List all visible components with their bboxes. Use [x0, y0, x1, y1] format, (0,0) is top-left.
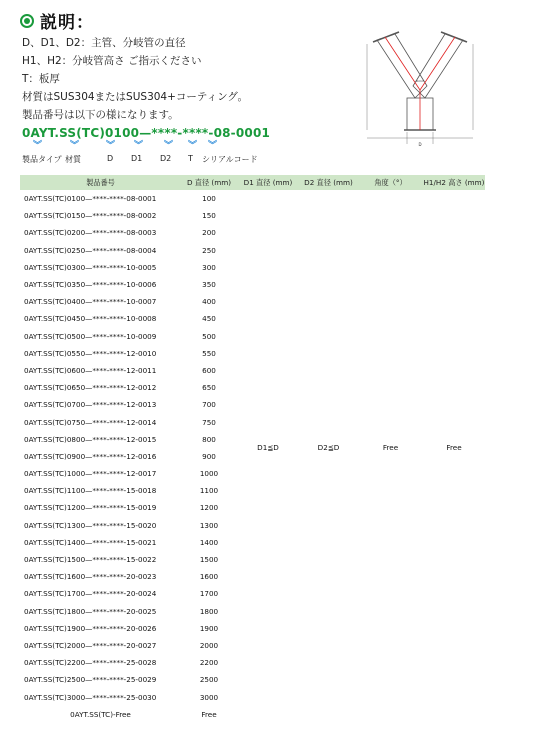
chevron-down-icon: ︾ [70, 141, 80, 151]
header-part-number: 製品番号 [20, 175, 181, 190]
left-branch-centerline [385, 37, 420, 90]
empty-cell [423, 706, 485, 723]
empty-cell [358, 706, 423, 723]
header-angle: 角度（°） [358, 175, 423, 190]
table-body [20, 190, 485, 723]
part-number-cell: 0AYT.SS(TC)0400—****-****-10-0007 [24, 297, 157, 307]
part-number-legend [0, 154, 300, 166]
diameter-cell: 600 [202, 365, 216, 375]
diameter-cell: 550 [202, 348, 216, 358]
chevron-down-icon: ︾ [188, 141, 198, 151]
part-number-cell: 0AYT.SS(TC)1300—****-****-15-0020 [24, 520, 157, 530]
part-number-cell: 0AYT.SS(TC)0500—****-****-10-0009 [24, 331, 157, 341]
table-row [20, 190, 485, 207]
d2-merged-cell: D2≦D [317, 443, 340, 453]
description-line: T：板厚 [22, 73, 60, 85]
diameter-cell: 1700 [199, 589, 219, 599]
part-number-cell: 0AYT.SS(TC)1200—****-****-15-0019 [24, 503, 157, 513]
part-number-cell: 0AYT.SS(TC)1700—****-****-20-0024 [24, 589, 157, 599]
part-number-cell: 0AYT.SS(TC)2500—****-****-25-0029 [24, 675, 157, 685]
legend-serial-code: シリアルコード [202, 155, 258, 164]
part-number-format: 0AYT.SS(TC)0100—****-****-08-0001 [22, 126, 271, 140]
part-number-cell: 0AYT.SS(TC)0300—****-****-10-0005 [24, 262, 157, 272]
part-number-cell: 0AYT.SS(TC)0700—****-****-12-0013 [24, 400, 157, 410]
description-line: H1、H2：分岐管高さ ご指示ください [22, 55, 202, 67]
part-number-cell: 0AYT.SS(TC)1900—****-****-20-0026 [24, 623, 157, 633]
right-branch-centerline [420, 37, 455, 90]
part-number-cell: 0AYT.SS(TC)1600—****-****-20-0023 [24, 572, 157, 582]
legend-t: T [188, 154, 193, 163]
diameter-cell: 250 [202, 245, 216, 255]
diameter-cell: 150 [202, 211, 216, 221]
part-number-cell: 0AYT.SS(TC)2200—****-****-25-0028 [24, 658, 157, 668]
header-d: D 直径 (mm) [181, 175, 237, 190]
part-number-cell: 0AYT.SS(TC)1800—****-****-20-0025 [24, 606, 157, 616]
product-table [20, 175, 485, 723]
part-number-cell: 0AYT.SS(TC)1400—****-****-15-0021 [24, 537, 157, 547]
part-number-cell: 0AYT.SS(TC)1500—****-****-15-0022 [24, 555, 157, 565]
diameter-cell: 1200 [199, 503, 219, 513]
part-number-cell: 0AYT.SS(TC)1100—****-****-15-0018 [24, 486, 157, 496]
empty-cell [299, 706, 358, 723]
part-number-cell: 0AYT.SS(TC)0200—****-****-08-0003 [24, 228, 157, 238]
diameter-cell: 1800 [199, 606, 219, 616]
diameter-cell: 1600 [199, 572, 219, 582]
diameter-cell: 2000 [199, 640, 219, 650]
chevron-down-icon: ︾ [208, 141, 218, 151]
legend-product-type: 製品タイプ [22, 155, 62, 164]
part-number-cell: 0AYT.SS(TC)3000—****-****-25-0030 [24, 692, 157, 702]
chevron-down-icon: ︾ [33, 141, 43, 151]
diameter-cell: 1300 [199, 520, 219, 530]
diameter-cell: 650 [202, 383, 216, 393]
diameter-cell: 500 [202, 331, 216, 341]
d1-merged-cell: D1≦D [257, 443, 279, 453]
empty-cell [237, 706, 299, 723]
chevron-down-icon: ︾ [164, 141, 174, 151]
diameter-cell: 1400 [199, 537, 219, 547]
diameter-cell: 800 [202, 434, 216, 444]
header-height: H1/H2 高さ (mm) [423, 175, 485, 190]
section-title: 説明： [40, 13, 94, 33]
diameter-cell: 700 [202, 400, 216, 410]
chevron-down-icon: ︾ [134, 141, 144, 151]
part-number-cell: 0AYT.SS(TC)0150—****-****-08-0002 [24, 211, 157, 221]
diameter-cell: 1100 [199, 486, 219, 496]
legend-d: D [107, 154, 114, 163]
left-branch-shape [377, 34, 427, 98]
diameter-cell: 100 [202, 194, 216, 204]
description-line: 材質はSUS304またはSUS304+コーティング。 [22, 91, 248, 103]
part-number-cell: 0AYT.SS(TC)0550—****-****-12-0010 [24, 348, 157, 358]
diameter-cell: 200 [202, 228, 216, 238]
table-row [20, 706, 485, 723]
part-number-cell: 0AYT.SS(TC)2000—****-****-20-0027 [24, 640, 157, 650]
part-number-cell: 0AYT.SS(TC)1000—****-****-12-0017 [24, 469, 157, 479]
radio-bullet-icon [20, 14, 34, 28]
diameter-cell: 2500 [199, 675, 219, 685]
diagram-inner-label: Dmm [415, 79, 425, 83]
diameter-cell: 350 [202, 280, 216, 290]
part-number-cell: 0AYT.SS(TC)0350—****-****-10-0006 [24, 280, 157, 290]
y-pipe-diagram [355, 20, 485, 150]
diameter-cell: 900 [202, 451, 216, 461]
description-block [22, 34, 248, 124]
description-line: D、D1、D2：主管、分岐管の直径 [22, 37, 186, 49]
diameter-cell: 450 [202, 314, 216, 324]
diameter-cell: 750 [202, 417, 216, 427]
diameter-cell: Free [201, 709, 217, 719]
part-number-cell: 0AYT.SS(TC)0800—****-****-12-0015 [24, 434, 157, 444]
diameter-cell: 1500 [199, 555, 219, 565]
header-d2: D2 直径 (mm) [299, 175, 358, 190]
diameter-cell: 2200 [199, 658, 219, 668]
diameter-cell: 400 [202, 297, 216, 307]
legend-d2: D2 [160, 154, 172, 163]
part-number-cell: 0AYT.SS(TC)0100—****-****-08-0001 [24, 194, 157, 204]
part-number-cell: 0AYT.SS(TC)0750—****-****-12-0014 [24, 417, 157, 427]
header-d1: D1 直径 (mm) [237, 175, 299, 190]
diagram-dimension-label: D [418, 142, 422, 147]
description-line: 製品番号は以下の様になります。 [22, 109, 179, 121]
part-number-cell: 0AYT.SS(TC)-Free [70, 709, 131, 719]
diameter-cell: 1900 [199, 623, 219, 633]
right-branch-shape [413, 34, 463, 98]
angle-merged-cell: Free [382, 443, 399, 453]
diameter-cell: 300 [202, 262, 216, 272]
part-number-cell: 0AYT.SS(TC)0600—****-****-12-0011 [24, 365, 157, 375]
table-header-row [20, 175, 485, 190]
part-number-cell: 0AYT.SS(TC)0650—****-****-12-0012 [24, 383, 157, 393]
chevron-down-icon: ︾ [106, 141, 116, 151]
diameter-cell: 3000 [199, 692, 219, 702]
height-merged-cell: Free [446, 443, 462, 453]
diameter-cell: 1000 [199, 469, 219, 479]
legend-d1: D1 [131, 154, 143, 163]
part-number-cell: 0AYT.SS(TC)0450—****-****-10-0008 [24, 314, 157, 324]
part-number-cell: 0AYT.SS(TC)0900—****-****-12-0016 [24, 451, 157, 461]
section-heading [20, 8, 94, 33]
part-number-cell: 0AYT.SS(TC)0250—****-****-08-0004 [24, 245, 157, 255]
legend-material: 材質 [65, 155, 81, 164]
